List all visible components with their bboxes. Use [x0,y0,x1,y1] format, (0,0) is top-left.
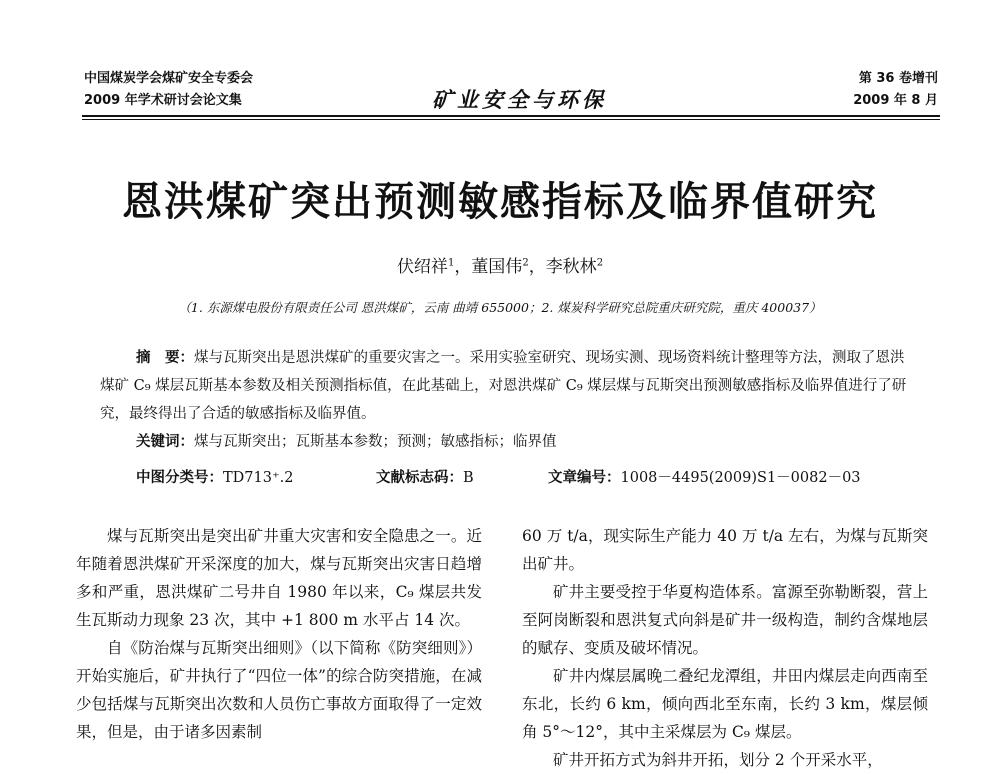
header-right-line2: 2009 年 8 月 [853,93,938,108]
body-paragraph: 煤与瓦斯突出是突出矿井重大灾害和安全隐患之一。近年随着恩洪煤矿开采深度的加大，煤与瓦斯突出灾害日趋增多和严重，恩洪煤矿二号井自 1980 年以来，C₉ 煤层共发生瓦斯动力现象 23 次，其中 +1 800 m 水平占 14 次。 [76,527,482,629]
body-paragraph-continued: 60 万 t/a，现实际生产能力 40 万 t/a 左右，为煤与瓦斯突出矿井。 [522,527,928,573]
body-column-left [76,522,482,746]
doc-code-label: 文献标志码： [376,470,463,486]
keywords-label: 关键词： [136,434,194,450]
keywords-text: 煤与瓦斯突出；瓦斯基本参数；预测；敏感指标；临界值 [194,434,557,450]
header-rule-thin [82,119,940,120]
abstract-text: 煤与瓦斯突出是恩洪煤矿的重要灾害之一。采用实验室研究、现场实测、现场资料统计整理等方法，测取了恩洪煤矿 C₉ 煤层瓦斯基本参数及相关预测指标值，在此基础上，对恩洪煤矿 C₉ 煤层煤与瓦斯突出预测敏感指标及临界值进行了研究，最终得出了合适的敏感指标及临界值。 [100,350,907,422]
article-number [548,466,861,487]
author-affil-mark: 2 [522,257,529,269]
body-paragraph: 自《防治煤与瓦斯突出细则》（以下简称《防突细则》）开始实施后，矿井执行了“四位一体”的综合防突措施，在减少包括煤与瓦斯突出次数和人员伤亡事故方面取得了一定效果，但是，由于诸多因素制 [76,639,482,741]
author-affil-mark: 2 [596,257,604,269]
paper-title: 恩洪煤矿突出预测敏感指标及临界值研究 [122,179,878,225]
body-column-right [522,522,928,774]
body-paragraph: 矿井主要受控于华夏构造体系。富源至弥勒断裂，营上至阿岗断裂和恩洪复式向斜是矿井一级构造，制约含煤地层的赋存、变质及破坏情况。 [522,583,928,657]
header-volume [853,68,938,112]
author-name: 董国伟 [471,257,523,277]
header-proceedings [84,68,253,112]
header-left-line2: 2009 年学术研讨会论文集 [84,93,242,108]
author-name: 伏绍祥 [396,257,448,277]
body-paragraph: 矿井内煤层属晚二叠纪龙潭组，井田内煤层走向西南至东北，长约 6 km，倾向西北至东南，长约 3 km，煤层倾角 5°～12°，其中主采煤层为 C₉ 煤层。 [522,667,928,741]
keywords [100,428,916,456]
abstract-label: 摘 要： [136,350,194,366]
header-rule [82,115,940,117]
author-separator: ， [528,257,546,277]
author-separator: ， [454,257,472,277]
journal-name: 矿业安全与环保 [432,87,607,112]
doc-code-value: B [463,470,474,486]
affiliation: （1. 东源煤电股份有限责任公司 恩洪煤矿，云南 曲靖 655000；2. 煤炭科学研究总院重庆研究院，重庆 400037） [178,300,822,315]
abstract [100,344,916,428]
body-paragraph: 矿井开拓方式为斜井开拓，划分 2 个开采水平， [553,751,883,769]
classification-line [0,466,1000,490]
author-name: 李秋林 [545,257,597,277]
clc-number [136,466,293,487]
article-number-value: 1008－4495(2009)S1－0082－03 [620,470,861,486]
abstract-block [100,344,916,456]
clc-label: 中图分类号： [136,470,223,486]
header-right-line1: 第 36 卷增刊 [858,71,938,86]
document-code [376,466,474,487]
clc-value: TD713⁺.2 [223,470,294,486]
author-affil-mark: 1 [447,257,455,269]
header-left-line1: 中国煤炭学会煤矿安全专委会 [84,71,254,86]
author-list [0,252,1000,277]
article-number-label: 文章编号： [548,470,621,486]
